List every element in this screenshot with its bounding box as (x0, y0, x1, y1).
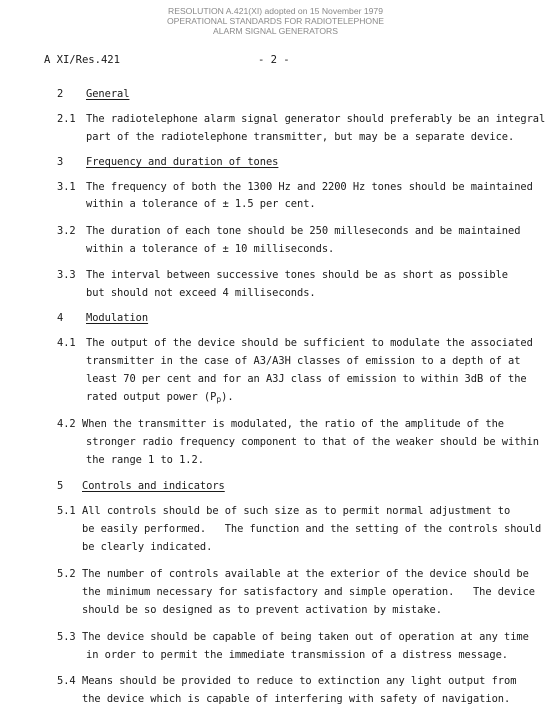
paragraph-line: be clearly indicated. (82, 541, 213, 553)
paragraph-line (86, 391, 234, 404)
resolution-header-line2: OPERATIONAL STANDARDS FOR RADIOTELEPHONE (166, 16, 385, 26)
paragraph-line: The device should be capable of being taken out of operation at any time (82, 631, 529, 643)
paragraph-line: The radiotelephone alarm signal generator should preferably be an integral (86, 113, 546, 125)
section-number: 4 (57, 312, 64, 324)
paragraph-line: within a tolerance of ± 10 milliseconds. (86, 243, 335, 255)
paragraph-number: 4.1 (57, 337, 76, 349)
section-heading: Frequency and duration of tones (86, 156, 279, 168)
paragraph-line: in order to permit the immediate transmission of a distress message. (86, 649, 508, 661)
section-number: 5 (57, 480, 64, 492)
resolution-header-line1: RESOLUTION A.421(XI) adopted on 15 November 1979 (168, 6, 383, 16)
section-number: 3 (57, 156, 64, 168)
resolution-header-line3: ALARM SIGNAL GENERATORS (213, 26, 338, 36)
paragraph-line: but should not exceed 4 milliseconds. (86, 287, 316, 299)
paragraph-line: the device which is capable of interfering with safety of navigation. (82, 693, 511, 705)
paragraph-line: should be so designed as to prevent activation by mistake. (82, 604, 442, 616)
paragraph-line: The frequency of both the 1300 Hz and 2200 Hz tones should be maintained (86, 181, 533, 193)
paragraph-number: 3.1 (57, 181, 76, 193)
rated-output-power-text: rated output power (P (86, 391, 217, 403)
paragraph-line: the range 1 to 1.2. (86, 454, 204, 466)
page-number: - 2 - (258, 54, 290, 66)
paragraph-number: 5.3 (57, 631, 76, 643)
document-reference: A XI/Res.421 (44, 54, 120, 66)
power-subscript: p (216, 395, 222, 404)
paragraph-number: 5.1 (57, 505, 76, 517)
section-heading: Modulation (86, 312, 149, 324)
section-heading: Controls and indicators (82, 480, 225, 492)
paragraph-line: least 70 per cent and for an A3J class of emission to within 3dB of the (86, 373, 527, 385)
paragraph-line: within a tolerance of ± 1.5 per cent. (86, 198, 316, 210)
paragraph-line: All controls should be of such size as to permit normal adjustment to (82, 505, 511, 517)
paragraph-line: The duration of each tone should be 250 milleseconds and be maintained (86, 225, 521, 237)
paragraph-line: stronger radio frequency component to that of the weaker should be within (86, 436, 540, 448)
paragraph-number: 5.2 (57, 568, 76, 580)
paragraph-number: 4.2 (57, 418, 76, 430)
paragraph-line: part of the radiotelephone transmitter, but may be a separate device. (86, 131, 515, 143)
paragraph-number: 3.2 (57, 225, 76, 237)
paragraph-line: When the transmitter is modulated, the ratio of the amplitude of the (82, 418, 504, 430)
paragraph-line: Means should be provided to reduce to extinction any light output from (82, 675, 517, 687)
paragraph-number: 3.3 (57, 269, 76, 281)
paragraph-line: The output of the device should be sufficient to modulate the associated (86, 337, 533, 349)
paragraph-number: 2.1 (57, 113, 76, 125)
paragraph-line: The number of controls available at the exterior of the device should be (82, 568, 529, 580)
section-heading: General (86, 88, 130, 100)
paragraph-number: 5.4 (57, 675, 76, 687)
paragraph-line: transmitter in the case of A3/A3H classes of emission to a depth of at (86, 355, 521, 367)
rated-output-power-end: ). (221, 391, 234, 403)
paragraph-line: the minimum necessary for satisfactory and simple operation. The device (82, 586, 536, 598)
paragraph-line: be easily performed. The function and the setting of the controls should (82, 523, 542, 535)
paragraph-line: The interval between successive tones should be as short as possible (86, 269, 508, 281)
section-number: 2 (57, 88, 64, 100)
